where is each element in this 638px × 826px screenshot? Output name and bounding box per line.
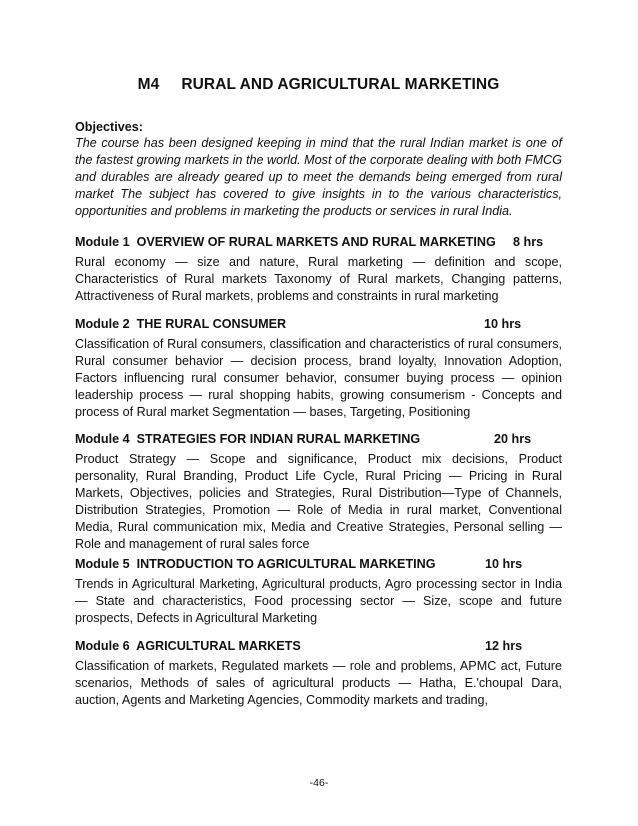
module-heading xyxy=(75,431,562,448)
module-6 xyxy=(75,638,562,709)
module-label: Module 6 xyxy=(75,639,130,653)
page-number: -46- xyxy=(309,777,329,789)
course-title: RURAL AND AGRICULTURAL MARKETING xyxy=(181,76,500,93)
module-hours: 10 hrs xyxy=(484,317,522,331)
module-heading xyxy=(75,638,562,655)
module-hours: 8 hrs xyxy=(513,235,544,249)
module-content: Trends in Agricultural Marketing, Agricultural products, Agro processing sector in India — State and characteristics, Food processing sector — Size, scope and future prospects, Defects in Agricultural Marketing xyxy=(75,577,562,625)
module-label: Module 2 xyxy=(75,317,130,331)
module-label: Module 4 xyxy=(75,432,130,446)
module-title: AGRICULTURAL MARKETS xyxy=(136,639,301,653)
module-content: Classification of Rural consumers, classification and characteristics of rural consumers, Rural consumer behavior — decision process, brand loyalty, Innovation Adoption, Factors influencing rural consumer behavior, consumer buying process — opinion leadership process — rural shopping habits, growing consumerism - Concepts and process of Rural market Segmentation — bases, Targeting, Positioning xyxy=(75,337,562,419)
module-5 xyxy=(75,556,562,627)
module-hours: 10 hrs xyxy=(485,557,523,571)
module-title: THE RURAL CONSUMER xyxy=(136,317,287,331)
module-label: Module 1 xyxy=(75,235,130,249)
module-title: STRATEGIES FOR INDIAN RURAL MARKETING xyxy=(136,432,421,446)
objectives-heading: Objectives: xyxy=(75,120,143,134)
page-title xyxy=(75,76,562,94)
module-label: Module 5 xyxy=(75,557,130,571)
module-title: OVERVIEW OF RURAL MARKETS AND RURAL MARKETING xyxy=(136,235,496,249)
module-heading xyxy=(75,234,562,251)
module-hours: 20 hrs xyxy=(494,432,532,446)
module-content: Product Strategy — Scope and significance, Product mix decisions, Product personality, Rural Branding, Product Life Cycle, Rural Pricing — Pricing in Rural Markets, Objectives, policies and Strategies, Rural Distribution—Type of Channels, Distribution Strategies, Promotion — Role of Media in rural market, Conventional Media, Rural communication mix, Media and Creative Strategies, Personal selling — Role and management of rural sales force xyxy=(75,452,562,551)
module-heading xyxy=(75,556,562,573)
module-content: Classification of markets, Regulated markets — role and problems, APMC act, Future scenarios, Methods of sales of agricultural products — Hatha, E.'choupal Dara, auction, Agents and Marketing Agencies, Commodity markets and trading, xyxy=(75,659,562,707)
module-2 xyxy=(75,316,562,421)
module-hours: 12 hrs xyxy=(485,639,523,653)
module-title: INTRODUCTION TO AGRICULTURAL MARKETING xyxy=(136,557,436,571)
module-1 xyxy=(75,234,562,305)
course-code: M4 xyxy=(137,76,160,93)
module-content: Rural economy — size and nature, Rural marketing — definition and scope, Characteristics of Rural markets Taxonomy of Rural markets, Changing patterns, Attractiveness of Rural markets, problems and constraints in rural marketing xyxy=(75,255,562,303)
objectives-text: The course has been designed keeping in mind that the rural Indian market is one of the fastest growing markets in the world. Most of the corporate dealing with both FMCG and durables are already geared up to meet the demands being emerged from rural market The subject has covered to give insights in to the various characteristics, opportunities and problems in marketing the products or services in rural India. xyxy=(75,136,562,218)
module-heading xyxy=(75,316,562,333)
module-4 xyxy=(75,431,562,553)
objectives-section xyxy=(75,119,562,220)
